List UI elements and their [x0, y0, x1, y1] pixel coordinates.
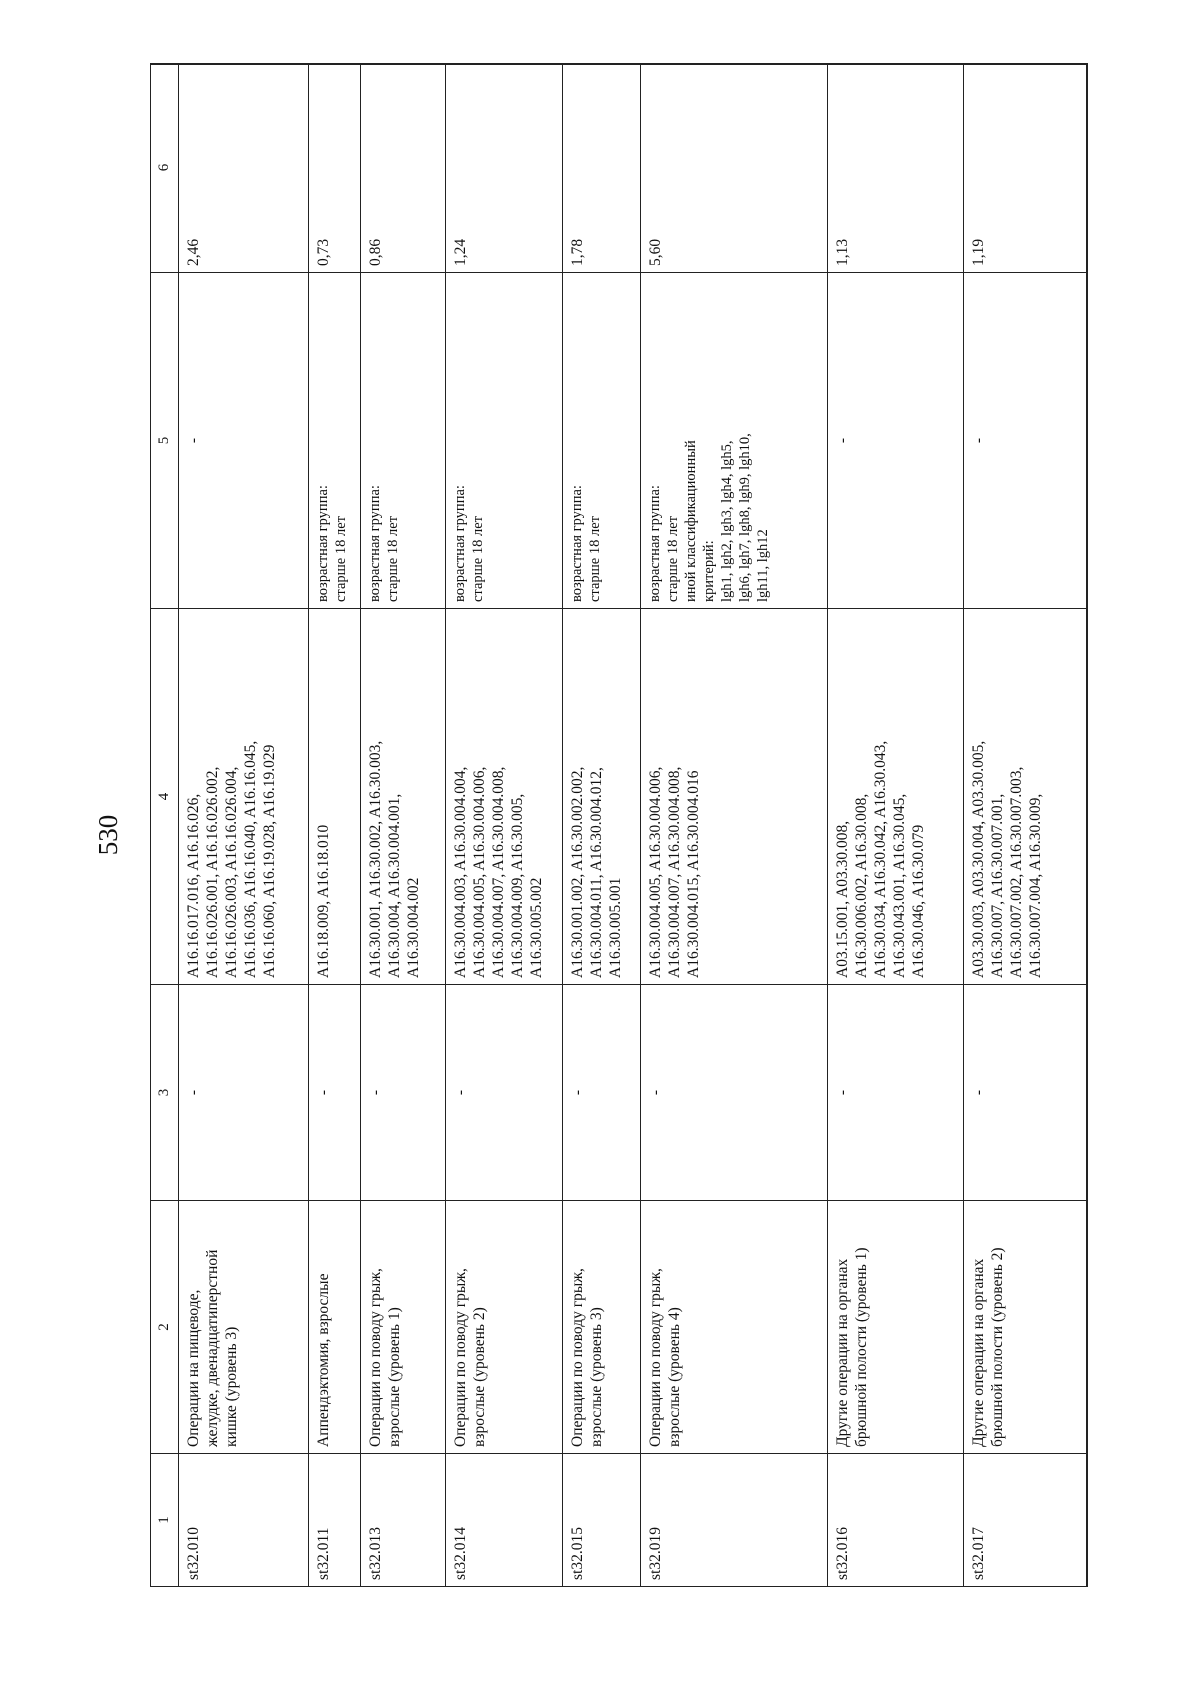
- row-col3-cell: -: [445, 985, 562, 1201]
- row-services-cell: A16.16.017.016, A16.16.026, A16.16.026.001, A16.16.026.002, A16.16.026.003, A16.16.026.004, A16.16.036, A16.16.040, A16.16.045, A16.16.060, A16.19.028, A16.19.029: [178, 609, 308, 985]
- header-col-2: 2: [150, 1201, 178, 1454]
- row-col3-cell: -: [308, 985, 360, 1201]
- header-col-4: 4: [150, 609, 178, 985]
- row-coefficient-cell: 0,73: [308, 63, 360, 273]
- row-coefficient-cell: 1,13: [827, 63, 963, 273]
- row-services-cell: A03.15.001, A03.30.008, A16.30.006.002, A16.30.008, A16.30.034, A16.30.042, A16.30.043, A16.30.043.001, A16.30.045, A16.30.046, A16.30.079: [827, 609, 963, 985]
- row-services-cell: A16.30.001, A16.30.002, A16.30.003, A16.30.004, A16.30.004.001, A16.30.004.002: [360, 609, 445, 985]
- row-criteria-cell: возрастная группа: старше 18 лет иной классификационный критерий: lgh1, lgh2, lgh3, lgh4, lgh5, lgh6, lgh7, lgh8, lgh9, lgh10, lgh11, lgh12: [640, 273, 827, 609]
- row-coefficient-cell: 1,78: [562, 63, 640, 273]
- row-coefficient-cell: 5,60: [640, 63, 827, 273]
- header-col-3: 3: [150, 985, 178, 1201]
- row-col3-cell: -: [963, 985, 1088, 1201]
- row-code-cell: st32.015: [562, 1454, 640, 1587]
- row-criteria-cell: возрастная группа: старше 18 лет: [360, 273, 445, 609]
- row-criteria-cell: возрастная группа: старше 18 лет: [308, 273, 360, 609]
- row-name-cell: Операции по поводу грыж, взрослые (уровень 1): [360, 1201, 445, 1454]
- row-name-cell: Другие операции на органах брюшной полости (уровень 2): [963, 1201, 1088, 1454]
- row-coefficient-cell: 0,86: [360, 63, 445, 273]
- row-services-cell: A16.18.009, A16.18.010: [308, 609, 360, 985]
- row-name-cell: Другие операции на органах брюшной полости (уровень 1): [827, 1201, 963, 1454]
- row-code-cell: st32.011: [308, 1454, 360, 1587]
- row-code-cell: st32.017: [963, 1454, 1088, 1587]
- row-col3-cell: -: [360, 985, 445, 1201]
- row-criteria-cell: -: [827, 273, 963, 609]
- row-coefficient-cell: 1,19: [963, 63, 1088, 273]
- row-name-cell: Операции по поводу грыж, взрослые (уровень 2): [445, 1201, 562, 1454]
- row-code-cell: st32.019: [640, 1454, 827, 1587]
- row-services-cell: A16.30.004.003, A16.30.004.004, A16.30.004.005, A16.30.004.006, A16.30.004.007, A16.30.004.008, A16.30.004.009, A16.30.005, A16.30.005.002: [445, 609, 562, 985]
- row-name-cell: Операции по поводу грыж, взрослые (уровень 4): [640, 1201, 827, 1454]
- row-criteria-cell: возрастная группа: старше 18 лет: [562, 273, 640, 609]
- row-criteria-cell: -: [178, 273, 308, 609]
- row-criteria-cell: -: [963, 273, 1088, 609]
- header-col-1: 1: [150, 1454, 178, 1587]
- tariff-table: [150, 63, 1088, 1587]
- row-coefficient-cell: 2,46: [178, 63, 308, 273]
- row-col3-cell: -: [640, 985, 827, 1201]
- row-services-cell: A16.30.001.002, A16.30.002.002, A16.30.004.011, A16.30.004.012, A16.30.005.001: [562, 609, 640, 985]
- row-col3-cell: -: [827, 985, 963, 1201]
- row-services-cell: A03.30.003, A03.30.004, A03.30.005, A16.30.007, A16.30.007.001, A16.30.007.002, A16.30.007.003, A16.30.007.004, A16.30.009,: [963, 609, 1088, 985]
- row-code-cell: st32.014: [445, 1454, 562, 1587]
- tariff-table-rotated: [150, 63, 1088, 1587]
- row-col3-cell: -: [562, 985, 640, 1201]
- row-code-cell: st32.016: [827, 1454, 963, 1587]
- row-code-cell: st32.010: [178, 1454, 308, 1587]
- row-services-cell: A16.30.004.005, A16.30.004.006, A16.30.004.007, A16.30.004.008, A16.30.004.015, A16.30.004.016: [640, 609, 827, 985]
- row-code-cell: st32.013: [360, 1454, 445, 1587]
- header-col-5: 5: [150, 273, 178, 609]
- row-name-cell: Операции на пищеводе, желудке, двенадцатиперстной кишке (уровень 3): [178, 1201, 308, 1454]
- row-name-cell: Аппендэктомия, взрослые: [308, 1201, 360, 1454]
- page-number: 530: [93, 814, 123, 856]
- row-criteria-cell: возрастная группа: старше 18 лет: [445, 273, 562, 609]
- row-col3-cell: -: [178, 985, 308, 1201]
- row-name-cell: Операции по поводу грыж, взрослые (уровень 3): [562, 1201, 640, 1454]
- row-coefficient-cell: 1,24: [445, 63, 562, 273]
- header-col-6: 6: [150, 63, 178, 273]
